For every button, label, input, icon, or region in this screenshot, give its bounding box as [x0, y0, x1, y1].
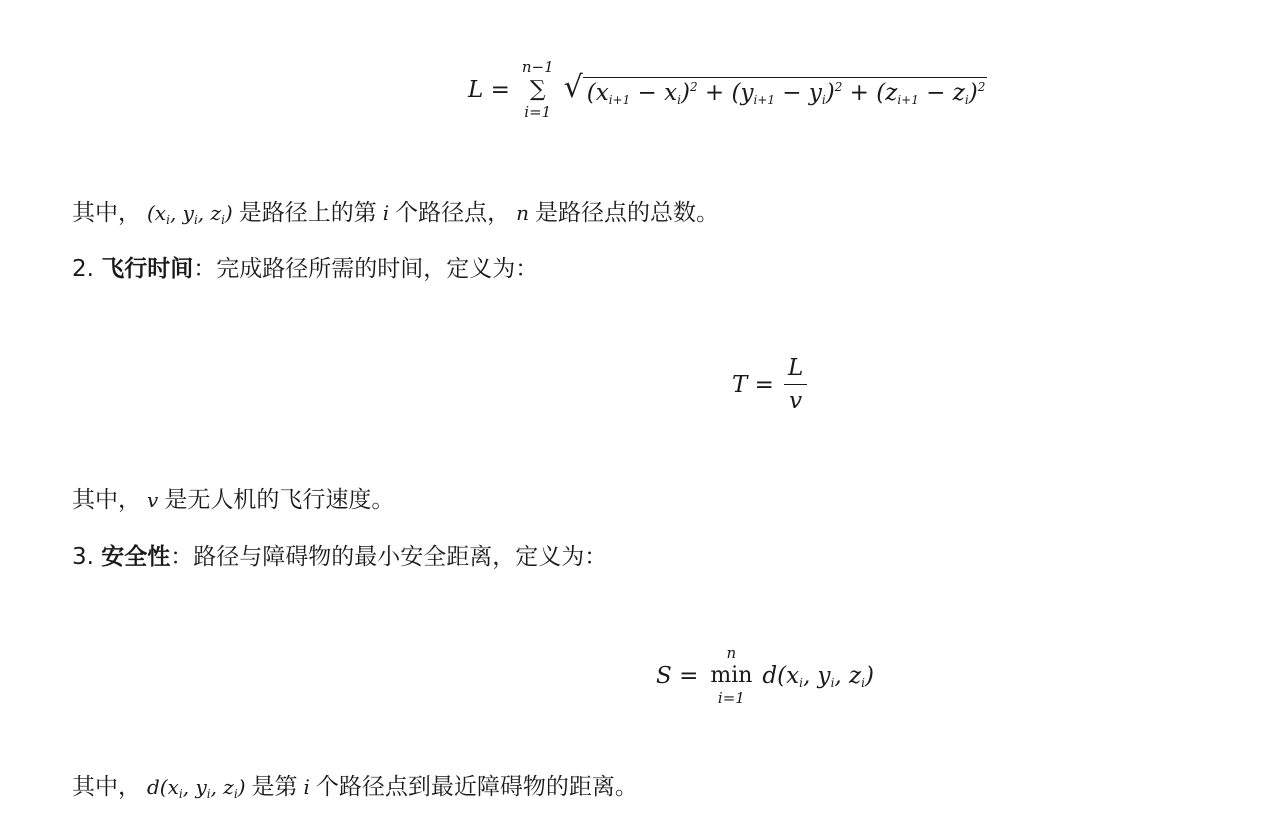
formula-t-lhs: T = [732, 372, 774, 399]
min-operator [710, 646, 752, 706]
path-length-explanation: 其中， ($x_i$, $y_i$, $z_i$) 是路径上的第 i 个路径点， n 是路径点的总数。 [72, 200, 720, 227]
sum-upper-limit: n−1 [521, 58, 554, 76]
distance-term: $d(x_i$, $y_i$, $z_i$) [147, 775, 246, 801]
formula-l-lhs: L = [468, 77, 510, 103]
radical-sign: √ [563, 70, 583, 105]
sum-symbol: ∑ [529, 77, 546, 102]
safety-explanation: 其中， $d(x_i$, $y_i$, $z_i$) 是第 i 个路径点到最近障碍物的距离。 [72, 774, 638, 801]
item-title: 飞行时间 [101, 256, 194, 282]
fraction-numerator: L [784, 356, 807, 385]
fraction-denominator: v [789, 388, 803, 415]
item-safety [72, 541, 607, 573]
item-number: 2. [72, 256, 94, 282]
square-root [563, 70, 988, 107]
sum-lower-limit: i=1 [524, 103, 552, 121]
point-coordinates: ($x_i$, $y_i$, $z_i$) [147, 201, 233, 227]
item-flight-time [72, 253, 538, 285]
item-number: 3. [72, 544, 94, 570]
distance-function: $d(x_i$, $y_i$, $z_i$) [762, 662, 874, 690]
summation-operator [522, 60, 554, 120]
flight-time-explanation: 其中， v 是无人机的飞行速度。 [72, 487, 395, 513]
item-title: 安全性 [101, 544, 171, 570]
speed-v: v [147, 488, 159, 512]
index-i: i [303, 775, 310, 799]
item-description: ：路径与障碍物的最小安全距离，定义为： [170, 544, 608, 570]
formula-s-lhs: S = [656, 663, 699, 689]
min-symbol: min [710, 663, 753, 688]
min-upper-limit: n [726, 644, 737, 662]
safety-formula [656, 646, 874, 706]
radicand: $(x_{i+1} - x_i)^2 + (y_{i+1} - y_i)^2 + (z_{i+1} - z_i)^2$ [583, 77, 988, 107]
min-lower-limit: i=1 [717, 689, 745, 707]
index-i: i [382, 201, 390, 225]
fraction [784, 356, 807, 415]
path-length-formula [468, 44, 987, 136]
item-description: ：完成路径所需的时间，定义为： [193, 256, 539, 282]
flight-time-formula [732, 356, 807, 415]
count-n: n [516, 201, 530, 225]
